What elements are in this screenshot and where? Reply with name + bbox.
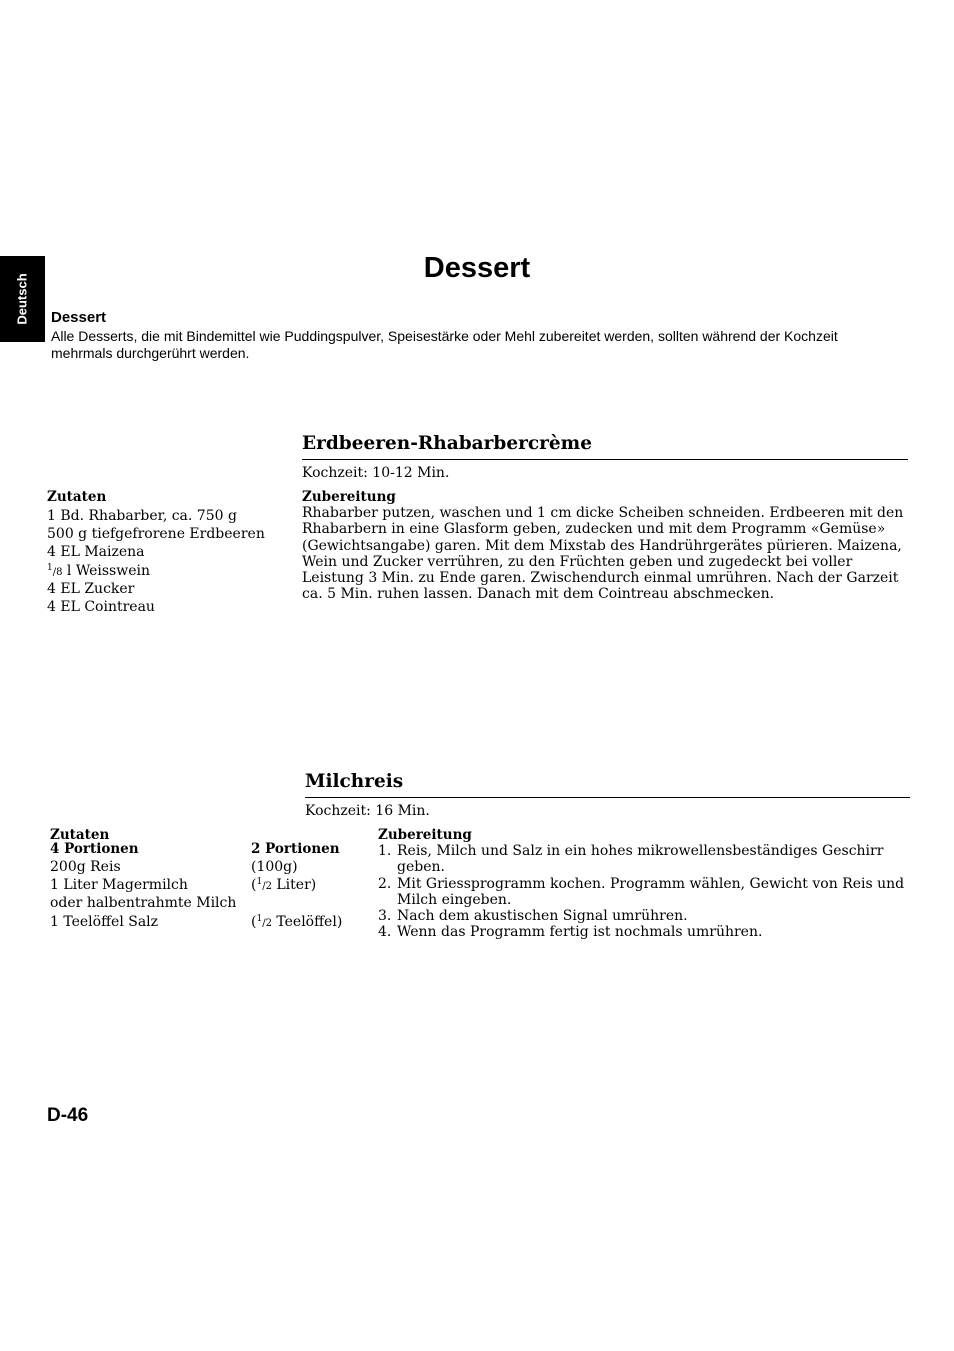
fraction-numerator: 1: [256, 877, 263, 888]
paren: (: [251, 877, 257, 894]
step-number: 3.: [378, 908, 392, 925]
ingredient-text: Teelöffel): [271, 913, 343, 930]
step-text: Reis, Milch und Salz in ein hohes mikrowellensbeständiges Geschirr geben.: [397, 843, 884, 876]
recipe2-prep-heading: Zubereitung: [378, 827, 472, 843]
intro-text: Alle Desserts, die mit Bindemittel wie Puddingspulver, Speisestärke oder Mehl zubereitet werden, sollten während der Kochzeit mehrmals durchgerührt werden.: [51, 328, 838, 361]
step-number: 4.: [378, 924, 392, 941]
list-item: [378, 924, 910, 940]
paren: (: [251, 913, 257, 930]
list-item: 1 Bd. Rhabarber, ca. 750 g: [47, 508, 237, 524]
recipe2-steps: [378, 843, 910, 941]
recipe2-title: Milchreis: [305, 771, 404, 792]
table-row: [251, 876, 342, 894]
recipe2-cook-time: Kochzeit: 16 Min.: [305, 803, 430, 819]
recipe1-ingredients-heading: Zutaten: [47, 489, 107, 505]
list-item: 4 EL Maizena: [47, 544, 145, 561]
step-number: 2.: [378, 875, 392, 892]
list-item: 500 g tiefgefrorene Erdbeeren: [47, 526, 265, 543]
table-row: oder halbentrahmte Milch: [50, 895, 237, 912]
fraction-denominator: /8: [52, 566, 63, 578]
language-tab-label: Deutsch: [14, 273, 30, 325]
recipe1-ingredients-list: [47, 507, 265, 616]
recipe2-title-rule: [305, 797, 910, 798]
recipe1-prep-text: Rhabarber putzen, waschen und 1 cm dicke Scheiben schneiden. Erdbeeren mit den Rhabarbern in eine Glasform geben, zudecken und mit dem Programm «Gemüse» (Gewichtsangabe) garen. Mit dem Mixstab des Handrührgerätes pürieren. Maizena, Wein und Zucker verrühren, zu den Früchten geben und zugedeckt bei voller Leistung 3 Min. zu Ende garen. Zwischendurch einmal umrühren. Nach der Garzeit ca. 5 Min. ruhen lassen. Danach mit dem Cointreau abschmecken.: [302, 505, 904, 603]
page-number: D-46: [47, 1105, 89, 1126]
list-item: 4 EL Zucker: [47, 580, 135, 597]
intro-heading: Dessert: [51, 309, 107, 326]
recipe1-title: Erdbeeren-Rhabarbercrème: [302, 433, 592, 454]
recipe2-col2-heading: 2 Portionen: [251, 841, 340, 857]
fraction-numerator: 1: [256, 913, 263, 924]
ingredient-text: Liter): [271, 877, 317, 894]
recipe2-ingredients-2-portions: [251, 858, 342, 931]
table-row: 1 Teelöffel Salz: [50, 913, 159, 930]
fraction-denominator: /2: [262, 881, 272, 893]
step-text: Mit Griessprogramm kochen. Programm wählen, Gewicht von Reis und Milch eingeben.: [397, 875, 905, 908]
table-row: 1 Liter Magermilch: [50, 877, 188, 894]
table-row: [251, 894, 342, 912]
recipe2-ingredients-heading: Zutaten: [50, 827, 110, 843]
page-title: Dessert: [423, 252, 531, 284]
step-text: Wenn das Programm fertig ist nochmals umrühren.: [397, 924, 763, 941]
recipe1-cook-time: Kochzeit: 10-12 Min.: [302, 465, 450, 481]
list-item: [378, 876, 910, 909]
recipe1-prep-heading: Zubereitung: [302, 489, 396, 505]
fraction-denominator: /2: [262, 917, 272, 929]
table-row: 200g Reis: [50, 859, 121, 875]
table-row: [251, 913, 342, 931]
list-item: [378, 843, 910, 876]
fraction-numerator: 1: [47, 562, 53, 573]
recipe2-col4-heading: 4 Portionen: [50, 841, 139, 857]
ingredient-text: l Weisswein: [62, 562, 150, 579]
step-number: 1.: [378, 843, 392, 859]
list-item: 4 EL Cointreau: [47, 598, 155, 615]
list-item: [47, 562, 265, 580]
table-row: (100g): [251, 859, 298, 875]
recipe1-title-rule: [302, 459, 908, 460]
recipe2-ingredients-4-portions: [50, 858, 236, 931]
list-item: [378, 908, 910, 924]
step-text: Nach dem akustischen Signal umrühren.: [397, 908, 688, 925]
